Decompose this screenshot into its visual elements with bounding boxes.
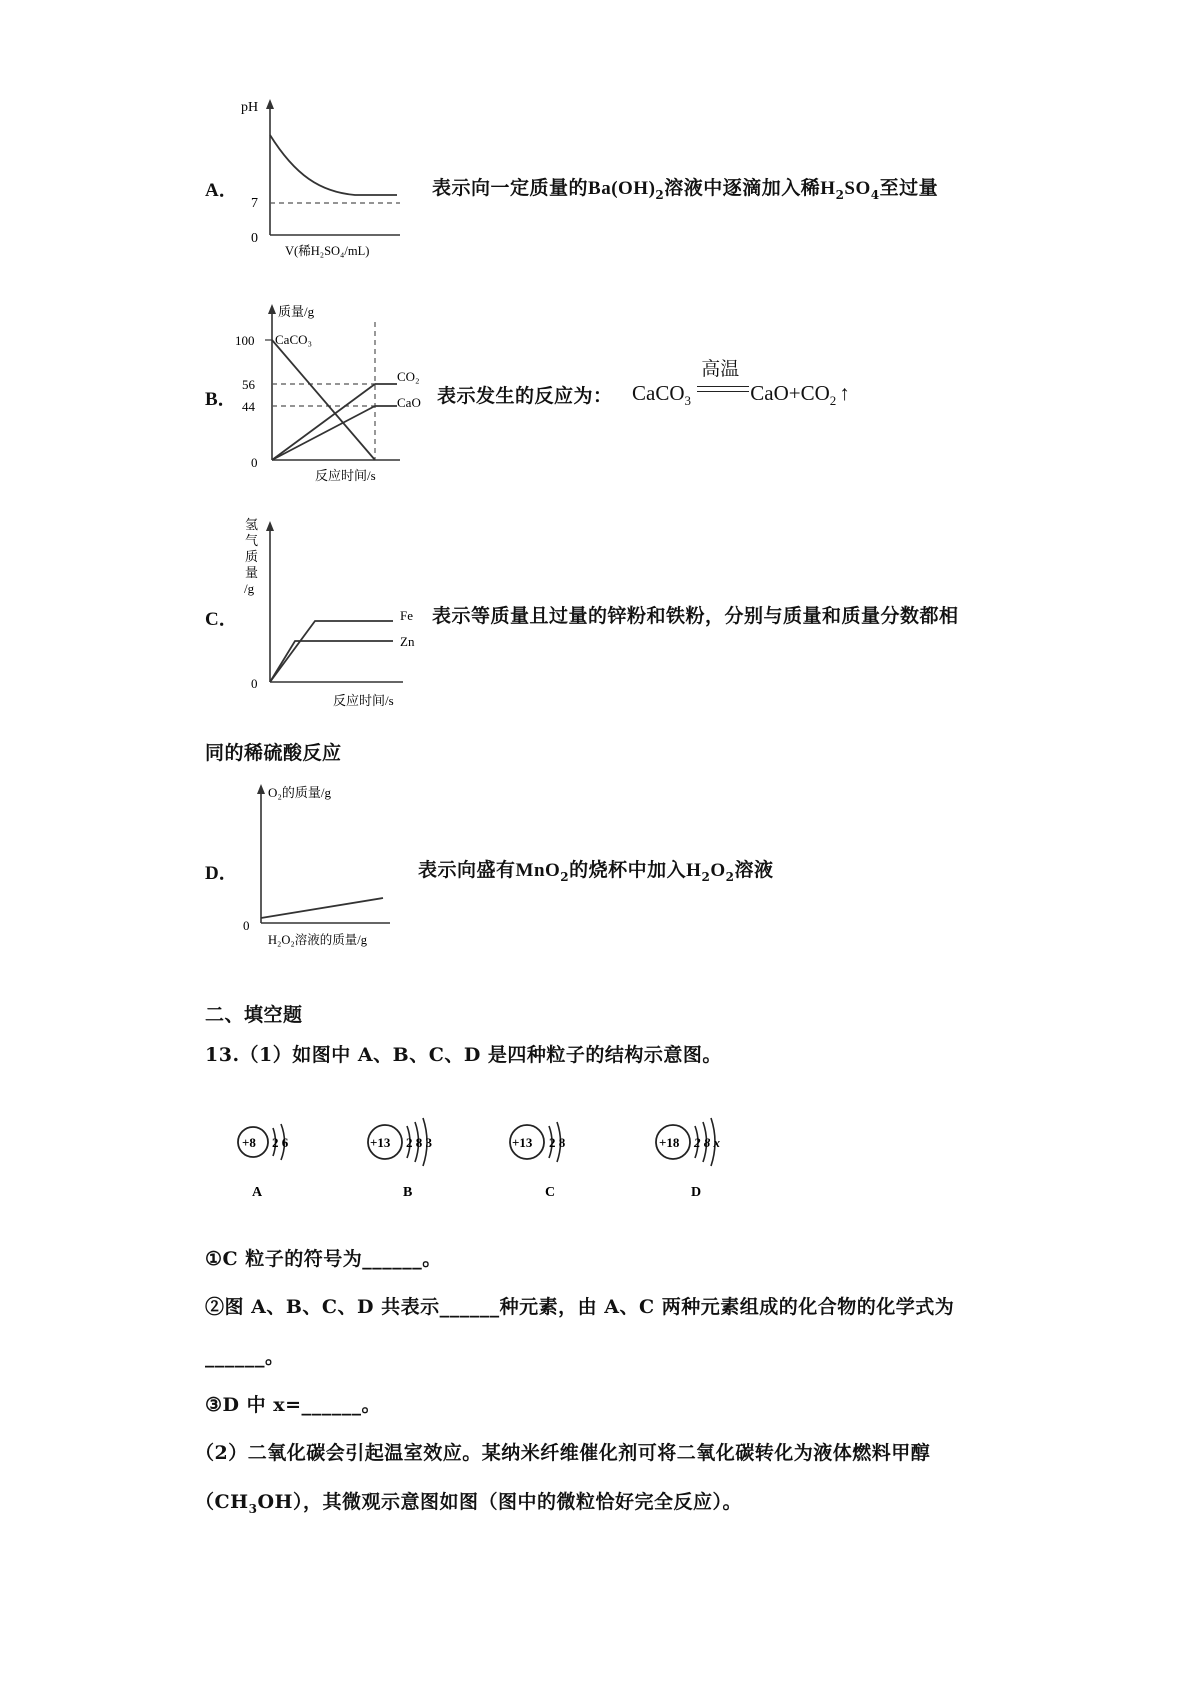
option-b-graph (225, 300, 430, 490)
origin-label: 0 (243, 918, 250, 933)
y-axis-label: 质量/g (278, 304, 315, 319)
q13-sub2-line2: ______。 (205, 1346, 285, 1368)
q13-part2-line2: $(CH_3OH)$，其微观示意图如图（图中的微粒恰好完全反应）。 (195, 1491, 742, 1516)
q13-sub2-line1: ②图 A、B、C、D 共表示______种元素，由 A、C 两种元素组成的化合物的化学式为 (205, 1296, 955, 1318)
atom-b-electrons: 2 8 3 (406, 1135, 432, 1150)
reaction-equation: CaCO$_3$ 高温 $CaO+CO_2$ ↑ (632, 381, 850, 409)
y-axis-arrow (268, 304, 276, 314)
option-c-label: C． (205, 609, 238, 630)
atom-b (368, 1118, 433, 1200)
origin-label: 0 (251, 455, 258, 470)
atom-b-label: B (403, 1185, 413, 1200)
atom-d (656, 1118, 721, 1200)
section-title: 二、填空题 (205, 1004, 303, 1026)
atom-b-nucleus: +13 (370, 1135, 391, 1150)
co2-line (272, 406, 375, 460)
option-a-graph (225, 95, 415, 265)
tick-7: 7 (251, 196, 258, 211)
y-axis-arrow (266, 521, 274, 531)
x-axis-label: 反应时间/s (333, 693, 394, 708)
caco3-label: CaCO₃ (275, 332, 313, 347)
origin-label: 0 (251, 676, 258, 691)
y-label-char-2: 气 (245, 533, 259, 548)
cao-line (272, 384, 375, 460)
atom-c-electrons: 2 8 (549, 1135, 566, 1150)
origin-label: 0 (251, 231, 258, 246)
option-a-label: A． (205, 180, 238, 201)
o2-line (261, 898, 383, 918)
option-c-text-line1: 表示等质量且过量的锌粉和铁粉，分别与质量和质量分数都相 (432, 605, 959, 627)
caco3-line (272, 340, 375, 460)
atom-d-label: D (691, 1185, 702, 1200)
cao-label: CaO (397, 395, 421, 410)
atom-d-electrons: 2 8 x (694, 1135, 720, 1150)
y-axis-label: pH (241, 100, 259, 115)
atom-d-nucleus: +18 (659, 1135, 680, 1150)
option-c-graph (225, 515, 430, 715)
option-a-text: 表示向一定质量的$Ba(OH)_2$溶液中逐滴加入稀$H_2SO_4$至过量 (432, 177, 939, 202)
tick-44: 44 (242, 399, 255, 414)
q13-intro: 13.（1）如图中 A、B、C、D 是四种粒子的结构示意图。 (205, 1044, 722, 1066)
q13-part2-line1: （2）二氧化碳会引起温室效应。某纳米纤维催化剂可将二氧化碳转化为液体燃料甲醇 (195, 1442, 931, 1464)
q13-sub1: ①C 粒子的符号为______。 (205, 1248, 442, 1270)
y-label-char-4: 量 (245, 565, 259, 580)
atom-a-nucleus: +8 (242, 1135, 256, 1150)
fe-label: Fe (400, 608, 413, 623)
y-axis-arrow (266, 99, 274, 109)
option-d-text: 表示向盛有MnO$_2$的烧杯中加入$H_2O_2$溶液 (418, 859, 774, 884)
atom-structure-diagrams (215, 1100, 775, 1210)
atom-c-nucleus: +13 (512, 1135, 533, 1150)
x-axis-label: 反应时间/s (315, 468, 376, 483)
ph-curve (270, 135, 397, 195)
co2-label: CO₂ (397, 369, 420, 384)
y-label-char-1: 氢 (245, 517, 259, 532)
y-axis-label: O₂的质量/g (268, 785, 332, 800)
tick-100: 100 (235, 333, 255, 348)
tick-56: 56 (242, 377, 255, 392)
y-label-char-5: /g (244, 581, 255, 596)
atom-c-label: C (545, 1185, 556, 1200)
y-label-char-3: 质 (245, 549, 259, 564)
q13-sub3: ③D 中 x=______。 (205, 1394, 381, 1416)
option-b-text: 表示发生的反应为： (437, 385, 613, 407)
zn-line (270, 641, 393, 682)
x-axis-label: H₂O₂溶液的质量/g (268, 933, 367, 947)
option-c-text-line2: 同的稀硫酸反应 (205, 742, 342, 764)
atom-c (510, 1122, 566, 1200)
atom-a (238, 1124, 289, 1200)
reaction-condition: 高温 (701, 358, 740, 380)
x-axis-label: V(稀H₂SO₄/mL) (285, 244, 370, 258)
option-d-label: D． (205, 863, 238, 884)
atom-a-electrons: 2 6 (272, 1135, 289, 1150)
option-d-graph (225, 780, 425, 960)
option-b-label: B． (205, 389, 237, 410)
atom-a-label: A (252, 1185, 263, 1200)
zn-label: Zn (400, 634, 415, 649)
equals-sign (697, 358, 749, 400)
y-axis-arrow (257, 784, 265, 794)
